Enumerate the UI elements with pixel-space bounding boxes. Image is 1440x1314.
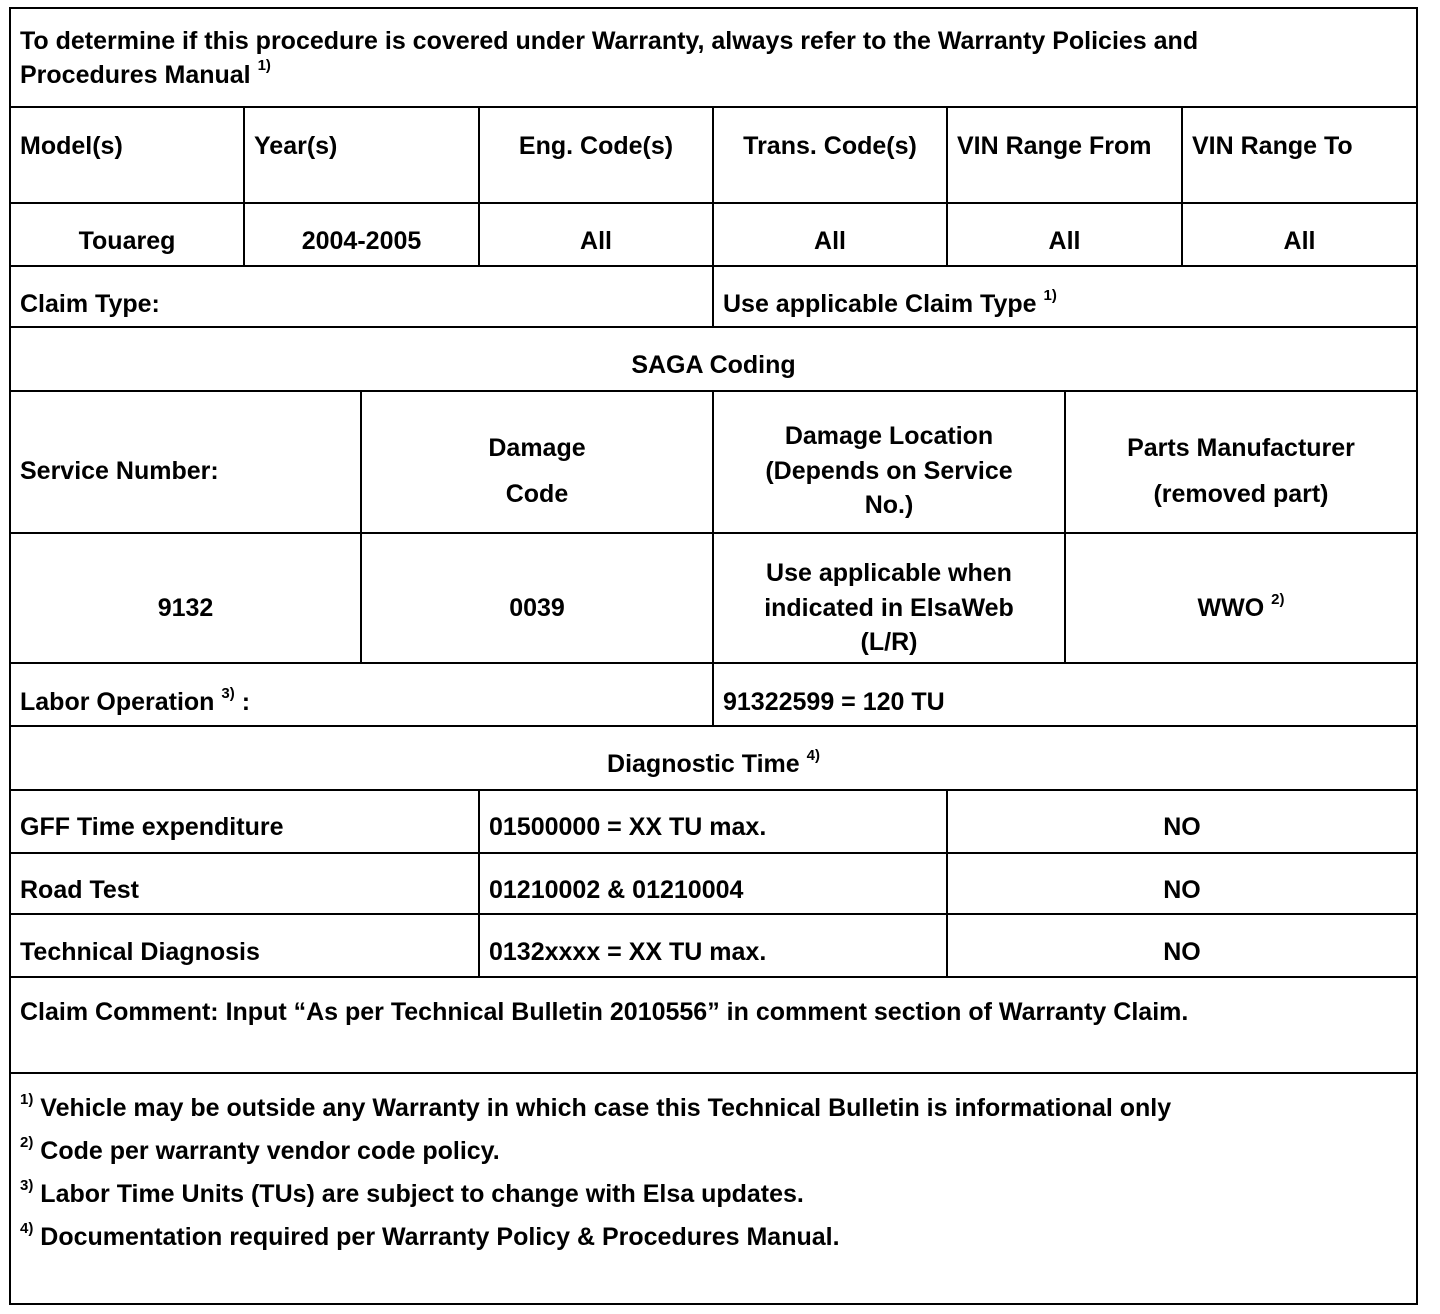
claim-comment-text: Claim Comment: Input “As per Technical Bulletin 2010556” in comment section of Warranty Claim.: [20, 998, 1189, 1026]
diagnostic-row-value: [948, 858, 1416, 922]
table-border-bottom: [9, 1303, 1418, 1305]
diagnostic-row-value-text: NO: [1163, 938, 1201, 966]
claim-type-label-text: Claim Type:: [20, 290, 160, 318]
damage-location-label-line: No.): [864, 491, 914, 520]
damage-location-value: [714, 534, 1064, 682]
damage-location-value-line: indicated in ElsaWeb: [764, 593, 1014, 622]
header-years-label: Year(s): [254, 132, 338, 160]
damage-location-value-line: (L/R): [860, 628, 918, 657]
value-eng-codes-text: All: [580, 227, 612, 255]
header-vin-from: [948, 109, 1181, 183]
diagnostic-row-value-text: NO: [1163, 876, 1201, 904]
value-years-text: 2004-2005: [301, 227, 422, 255]
damage-code-value-text: 0039: [509, 594, 565, 622]
damage-code-label-line: Code: [505, 480, 569, 508]
saga-coding-title: [11, 333, 1416, 397]
value-vin-to: [1183, 212, 1416, 270]
diagnostic-row-name: [11, 920, 478, 984]
value-vin-from-text: All: [1048, 227, 1081, 255]
intro-line-2: Procedures Manual: [20, 60, 251, 89]
parts-manufacturer-value-text: WWO: [1197, 594, 1265, 622]
diagnostic-row-name: [11, 858, 478, 922]
parts-manufacturer-label-line: (removed part): [1153, 480, 1329, 508]
value-trans-codes: [714, 212, 946, 270]
damage-location-label-line: (Depends on Service: [765, 456, 1013, 485]
header-years: [245, 109, 478, 183]
footnote-text: Vehicle may be outside any Warranty in which case this Technical Bulletin is informational only: [40, 1094, 1172, 1122]
parts-manufacturer-footnote-mark: 2): [1271, 590, 1285, 608]
parts-manufacturer-label-line: Parts Manufacturer: [1127, 434, 1355, 462]
diagnostic-row-code-text: 01500000 = XX TU max.: [489, 813, 767, 841]
diagnostic-row-name-text: GFF Time expenditure: [20, 813, 284, 841]
footnote-text: Code per warranty vendor code policy.: [40, 1137, 500, 1165]
footnote-text: Labor Time Units (TUs) are subject to change with Elsa updates.: [40, 1180, 804, 1208]
footnote-text: Documentation required per Warranty Policy & Procedures Manual.: [40, 1223, 840, 1251]
diagnostic-row-code: [480, 795, 946, 859]
damage-code-label: [362, 392, 712, 550]
diagnostic-row-code: [480, 858, 946, 922]
header-vin-to: [1183, 109, 1416, 183]
damage-location-value-line: Use applicable when: [766, 559, 1012, 588]
footnote-item: [20, 1091, 1171, 1125]
header-models-label: Model(s): [20, 132, 123, 160]
labor-operation-colon: :: [241, 688, 251, 716]
saga-coding-title-text: SAGA Coding: [631, 351, 796, 379]
diagnostic-time-title: [11, 731, 1416, 797]
labor-operation-value: [714, 669, 1416, 735]
intro-footnote-mark: 1): [257, 57, 271, 75]
claim-comment: [11, 995, 1416, 1065]
footnote-item: [20, 1220, 1171, 1254]
diagnostic-row-code-text: 0132xxxx = XX TU max.: [489, 938, 767, 966]
diagnostic-time-title-text: Diagnostic Time: [607, 750, 800, 778]
service-number-value: [11, 534, 360, 682]
service-number-label-text: Service Number:: [20, 457, 219, 485]
diagnostic-row-name: [11, 795, 478, 859]
parts-manufacturer-value: [1066, 534, 1416, 682]
value-trans-codes-text: All: [814, 227, 846, 255]
header-models: [11, 109, 243, 183]
value-model: [11, 212, 243, 270]
value-vin-to-text: All: [1283, 227, 1316, 255]
parts-manufacturer-label: [1066, 392, 1416, 550]
value-years: [245, 212, 478, 270]
footnote-mark: 2): [20, 1133, 34, 1151]
table-border-right: [1416, 7, 1418, 1305]
footnote-item: [20, 1134, 1171, 1168]
service-number-value-text: 9132: [157, 594, 214, 622]
labor-operation-label-text: Labor Operation: [20, 688, 215, 716]
header-vin-from-label: VIN Range From: [957, 132, 1152, 160]
header-eng-codes: [480, 109, 712, 183]
claim-type-value-text: Use applicable Claim Type: [723, 290, 1037, 318]
intro-note: [11, 9, 1416, 106]
value-model-text: Touareg: [78, 227, 176, 255]
diagnostic-row-value: [948, 920, 1416, 984]
header-eng-codes-label: Eng. Code(s): [518, 132, 674, 160]
damage-location-label: [714, 392, 1064, 550]
footnote-mark: 4): [20, 1219, 34, 1237]
labor-operation-footnote-mark: 3): [221, 684, 235, 702]
claim-type-footnote-mark: 1): [1043, 286, 1057, 304]
diagnostic-row-name-text: Technical Diagnosis: [20, 938, 260, 966]
row-divider: [9, 1072, 1418, 1074]
diagnostic-row-code-text: 01210002 & 01210004: [489, 876, 744, 904]
diagnostic-row-name-text: Road Test: [20, 876, 139, 904]
footnote-item: [20, 1177, 1171, 1211]
diagnostic-row-value-text: NO: [1163, 813, 1201, 841]
diagnostic-time-footnote-mark: 4): [806, 746, 820, 764]
service-number-label: [11, 392, 360, 550]
intro-line-1: To determine if this procedure is covered under Warranty, always refer to the Warranty Policies and: [20, 26, 1199, 55]
footnote-mark: 3): [20, 1176, 34, 1194]
footnote-mark: 1): [20, 1090, 34, 1108]
header-trans-codes-label: Trans. Code(s): [743, 132, 917, 160]
claim-type-label: [11, 272, 712, 336]
damage-location-label-line: Damage Location: [784, 422, 994, 451]
damage-code-label-line: Damage: [488, 434, 586, 462]
header-vin-to-label: VIN Range To: [1192, 132, 1353, 160]
header-trans-codes: [714, 109, 946, 183]
damage-code-value: [362, 534, 712, 682]
value-eng-codes: [480, 212, 712, 270]
labor-operation-label: [11, 669, 712, 735]
claim-type-value: [714, 272, 1416, 336]
footnotes: [11, 1091, 1416, 1296]
diagnostic-row-code: [480, 920, 946, 984]
labor-operation-value-text: 91322599 = 120 TU: [723, 688, 945, 716]
diagnostic-row-value: [948, 795, 1416, 859]
value-vin-from: [948, 212, 1181, 270]
